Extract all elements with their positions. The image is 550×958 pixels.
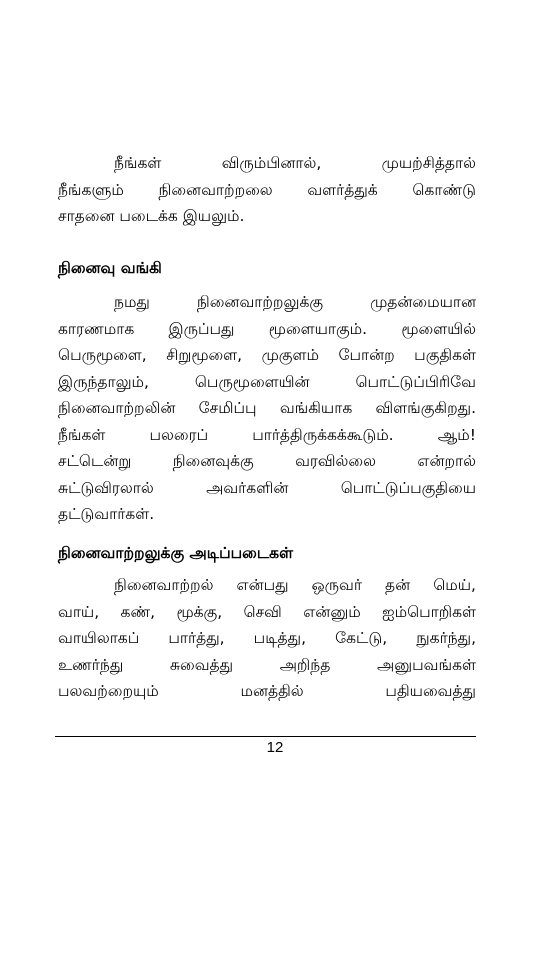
text-line: நமது நினைவாற்றலுக்கு முதன்மையான <box>114 293 476 311</box>
text-line: வாய், கண், மூக்கு, செவி என்னும் ஐம்பொறிகள் <box>58 602 476 621</box>
text-line: நினைவாற்றலின் சேமிப்பு வங்கியாக விளங்குகிறது. <box>58 399 476 417</box>
text-line: தட்டுவார்கள். <box>58 505 155 523</box>
text-line: நினைவாற்றல் என்பது ஒருவர் தன் மெய், <box>114 576 476 594</box>
text-line: சட்டென்று நினைவுக்கு வரவில்லை என்றால் <box>58 452 476 470</box>
text-line: நீங்கள் விரும்பினால், முயற்சித்தால் <box>114 154 476 172</box>
section-heading-memory-basics: நினைவாற்றலுக்கு அடிப்படைகள் <box>58 544 294 562</box>
paragraph-memory-basics <box>58 572 476 705</box>
text-line: பெருமூளை, சிறுமூளை, முகுளம் போன்ற பகுதிகள் <box>58 346 476 364</box>
text-line: பலவற்றையும் மனத்தில் பதியவைத்து <box>58 682 476 700</box>
text-line: சுட்டுவிரலால் அவர்களின் பொட்டுப்பகுதியை <box>58 478 476 497</box>
text-line: வாயிலாகப் பார்த்து, படித்து, கேட்டு, நுகர்ந்து, <box>58 629 476 647</box>
footer-divider <box>55 736 476 737</box>
page-number: 12 <box>266 739 284 756</box>
section-heading-memory-bank: நினைவு வங்கி <box>58 259 162 277</box>
paragraph-memory-bank <box>58 289 476 528</box>
text-line: காரணமாக இருப்பது மூளையாகும். மூளையில் <box>58 319 476 338</box>
text-line: இருந்தாலும், பெருமூளையின் பொட்டுப்பிரிவே <box>58 372 476 391</box>
text-line: உணர்ந்து சுவைத்து அறிந்த அனுபவங்கள் <box>58 655 476 674</box>
text-line: நீங்கள் பலரைப் பார்த்திருக்கக்கூடும். ஆம்! <box>58 425 476 444</box>
text-line: நீங்களும் நினைவாற்றலை வளர்த்துக் கொண்டு <box>58 180 476 199</box>
text-line: சாதனை படைக்க இயலும். <box>58 207 245 225</box>
paragraph-intro <box>58 150 476 230</box>
